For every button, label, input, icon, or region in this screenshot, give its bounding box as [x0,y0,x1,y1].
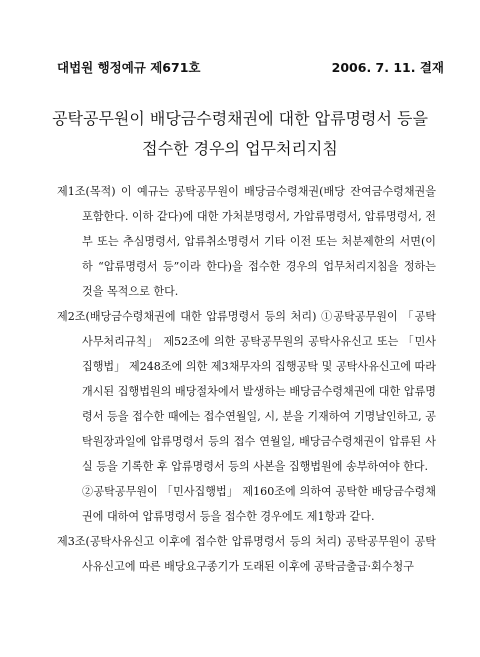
article-2: 제2조(배당금수령채권에 대한 압류명령서 등의 처리) ①공탁공무원이 「공탁사무처리규칙」 제52조에 의한 공탁공무원의 공탁사유신고 또는 「민사집행법」 제248조에 의한 제3채무자의 집행공탁 및 공탁사유신고에 따라 개시된 집행법원의 배당절차에서 발생하는 배당금수령채권에 대한 압류명령서 등을 접수한 때에는 접수연월일, 시, 분을 기재하여 기명날인하고, 공탁원장과일에 압류명령서 등의 접수 연월일, 배당금수령채권이 압류된 사실 등을 기록한 후 압류명령서 등의 사본을 집행법원에 송부하여야 한다. [57,310,436,473]
approval-date: 2006. 7. 11. 결재 [331,60,444,75]
article-3: 제3조(공탁사유신고 이후에 접수한 압류명령서 등의 처리) 공탁공무원이 공탁사유신고에 따른 배당요구종기가 도래된 이후에 공탁금출급·회수청구 [57,535,436,573]
document-header [57,58,444,74]
article-2-paragraph-2: ②공탁공무원이 「민사집행법」 제160조에 의하여 공탁한 배당금수령채권에 대하여 압류명령서 등을 접수한 경우에도 제1항과 같다. [82,485,436,523]
article-1: 제1조(목적) 이 예규는 공탁공무원이 배당금수령채권(배당 잔여금수령채권을 포함한다. 이하 같다)에 대한 가처분명령서, 가압류명령서, 압류명령서, 전부 또는 추심명령서, 압류취소명령서 기타 이전 또는 처분제한의 서면(이하 “압류명령서 등”이라 한다)을 접수한 경우의 업무처리지침을 정하는 것을 목적으로 한다. [57,185,436,298]
regulation-number: 대법원 행정예규 제671호 [57,60,201,75]
title-line-2: 접수한 경우의 업무처리지침 [142,139,338,158]
title-line-1: 공탁공무원이 배당금수령채권에 대한 압류명령서 등을 [52,109,428,128]
document-title [36,104,444,164]
